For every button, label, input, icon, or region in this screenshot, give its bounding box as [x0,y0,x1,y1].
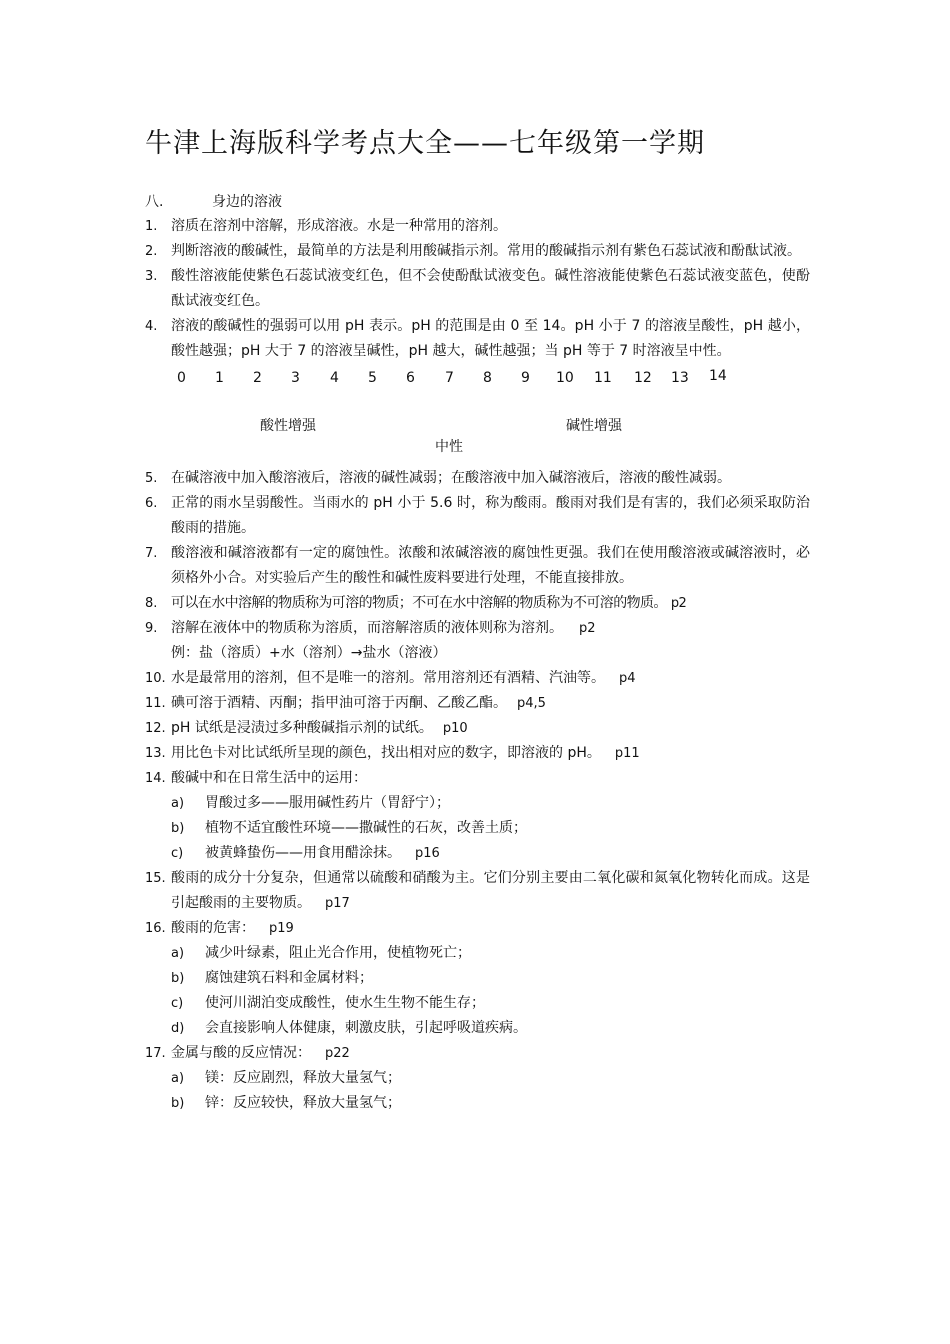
ph-scale [145,364,810,466]
list-item [145,491,810,541]
section-name: 身边的溶液 [212,194,282,210]
page-reference: p22 [325,1046,350,1061]
item-number: 17. [145,1046,166,1061]
sub-item-letter: d) [171,1021,185,1036]
sub-item-letter: c) [171,846,184,861]
base-label: 碱性增强 [566,418,622,434]
page-reference: p19 [269,921,294,936]
item-text: 在碱溶液中加入酸溶液后，溶液的碱性减弱；在酸溶液中加入碱溶液后，溶液的酸性减弱。 [171,470,731,486]
sub-item [145,1016,810,1041]
sub-item-letter: b) [171,821,185,836]
page-reference: p16 [415,846,440,861]
sub-item-text: 被黄蜂蛰伤——用食用醋涂抹。 [205,845,401,861]
item-text [171,741,810,766]
item-text: 溶液的酸碱性的强弱可以用 pH 表示。pH 的范围是由 0 至 14。pH 小于 7 的溶液呈酸性，pH 越小，酸性越强；pH 大于 7 的溶液呈碱性，pH 越大，碱性越强；当 pH 等于 7 时溶液呈中性。 [171,318,810,359]
page-reference: p17 [325,896,350,911]
sub-item-text: 会直接影响人体健康，刺激皮肤，引起呼吸道疾病。 [205,1020,527,1036]
ph-number: 2 [253,370,262,386]
item-text [171,866,810,916]
sub-item-text: 腐蚀建筑石料和金属材料； [205,970,373,986]
page-title: 牛津上海版科学考点大全——七年级第一学期 [145,128,705,159]
item-body: 水是最常用的溶剂，但不是唯一的溶剂。常用溶剂还有酒精、汽油等。 [171,670,605,686]
item-number: 8. [145,596,158,611]
sub-item [145,791,810,816]
item-number: 5. [145,471,158,486]
sub-item-letter: a) [171,1071,185,1086]
list-item [145,314,810,364]
item-body: pH 试纸是浸渍过多种酸碱指示剂的试纸。 [171,720,433,736]
ph-number: 8 [483,370,492,386]
page-reference: p4,5 [517,696,546,711]
item-number: 14. [145,771,166,786]
item-text: 酸性溶液能使紫色石蕊试液变红色，但不会使酚酞试液变色。碱性溶液能使紫色石蕊试液变蓝色，使酚酞试液变红色。 [171,268,810,309]
sub-item-letter: b) [171,1096,185,1111]
item-text: 溶质在溶剂中溶解，形成溶液。水是一种常用的溶剂。 [171,218,507,234]
example-equation: 例：盐（溶质）+水（溶剂）→盐水（溶液） [171,645,447,661]
list-item [145,741,810,766]
neutral-label: 中性 [435,439,463,455]
list-item [145,916,810,941]
sub-item-text: 锌：反应较快，释放大量氢气； [205,1095,401,1111]
ph-number: 1 [215,370,224,386]
list-item [145,214,810,239]
item-text: 正常的雨水呈弱酸性。当雨水的 pH 小于 5.6 时，称为酸雨。酸雨对我们是有害的，我们必须采取防治酸雨的措施。 [171,495,810,536]
list-item [145,866,810,916]
sub-item-text: 使河川湖泊变成酸性，使水生生物不能生存； [205,995,485,1011]
list-item [145,264,810,314]
item-number: 15. [145,871,166,886]
item-number: 12. [145,721,166,736]
acid-label: 酸性增强 [260,418,316,434]
item-number: 3. [145,269,158,284]
sub-item [145,1091,810,1116]
page-reference: p4 [619,671,636,686]
ph-number: 7 [445,370,454,386]
list-item [145,766,810,791]
sub-item-text: 胃酸过多——服用碱性药片（胃舒宁）； [205,795,450,811]
sub-item-letter: a) [171,946,185,961]
sub-item-letter: a) [171,796,185,811]
sub-item-text: 镁：反应剧烈，释放大量氢气； [205,1070,401,1086]
ph-number: 12 [634,370,652,386]
page-reference: p10 [442,721,468,736]
list-item [145,616,810,641]
ph-number: 0 [177,370,186,386]
item-body: 酸雨的成分十分复杂，但通常以硫酸和硝酸为主。它们分别主要由二氧化碳和氮氧化物转化而成。这是引起酸雨的主要物质。 [171,870,810,911]
ph-number: 14 [709,368,727,384]
list-item [145,239,810,264]
ph-number: 10 [556,370,574,386]
list-item [145,591,810,616]
item-number: 11. [145,696,166,711]
item-body: 用比色卡对比试纸所呈现的颜色，找出相对应的数字，即溶液的 pH。 [171,745,601,761]
ph-number: 4 [330,370,339,386]
item-number: 1. [145,219,158,234]
ph-number: 9 [521,370,530,386]
sub-item [145,991,810,1016]
item-number: 13. [145,746,166,761]
item-text [171,716,810,741]
list-item [145,466,810,491]
sub-item-text: 减少叶绿素，阻止光合作用，使植物死亡； [205,945,471,961]
item-text [171,616,810,641]
ph-number: 5 [368,370,377,386]
section-heading [145,190,282,214]
item-body: 可以在水中溶解的物质称为可溶的物质；不可在水中溶解的物质称为不可溶的物质。 [171,595,667,611]
sub-item [145,1066,810,1091]
sub-item [145,841,810,866]
list-item [145,716,810,741]
list-item [145,666,810,691]
sub-item [145,941,810,966]
sub-item-letter: b) [171,971,185,986]
sub-item-letter: c) [171,996,184,1011]
item-text: 酸溶液和碱溶液都有一定的腐蚀性。浓酸和浓碱溶液的腐蚀性更强。我们在使用酸溶液或碱溶液时，必须格外小合。对实验后产生的酸性和碱性废料要进行处理，不能直接排放。 [171,545,810,586]
page-reference: p2 [670,596,687,611]
item-number: 4. [145,319,158,334]
item-text [171,691,810,716]
point-list [145,214,810,1116]
item-number: 9. [145,621,158,636]
ph-number: 11 [594,370,612,386]
sub-item-text: 植物不适宜酸性环境——撒碱性的石灰，改善土质； [205,820,527,836]
list-item [145,691,810,716]
item-text [171,916,810,941]
item-number: 7. [145,546,158,561]
item-text [171,591,810,616]
list-item [145,541,810,591]
list-item [145,1041,810,1066]
section-number: 八. [145,194,164,210]
page-reference: p2 [579,621,596,636]
item-text: 酸碱中和在日常生活中的运用： [171,770,367,786]
item-text [171,666,810,691]
item-body: 酸雨的危害： [171,920,255,936]
ph-number: 13 [671,370,689,386]
item-body: 金属与酸的反应情况： [171,1045,311,1061]
ph-number: 3 [291,370,300,386]
item-number: 2. [145,244,158,259]
sub-item [145,816,810,841]
item-body: 碘可溶于酒精、丙酮；指甲油可溶于丙酮、乙酸乙酯。 [171,695,507,711]
item-text [171,1041,810,1066]
item-body: 溶解在液体中的物质称为溶质，而溶解溶质的液体则称为溶剂。 [171,620,563,636]
page-reference: p11 [614,746,640,761]
item-number: 6. [145,496,158,511]
item-number: 16. [145,921,166,936]
item-number: 10. [145,671,166,686]
sub-item [145,966,810,991]
ph-number: 6 [406,370,415,386]
item-text: 判断溶液的酸碱性，最简单的方法是利用酸碱指示剂。常用的酸碱指示剂有紫色石蕊试液和酚酞试液。 [171,243,801,259]
